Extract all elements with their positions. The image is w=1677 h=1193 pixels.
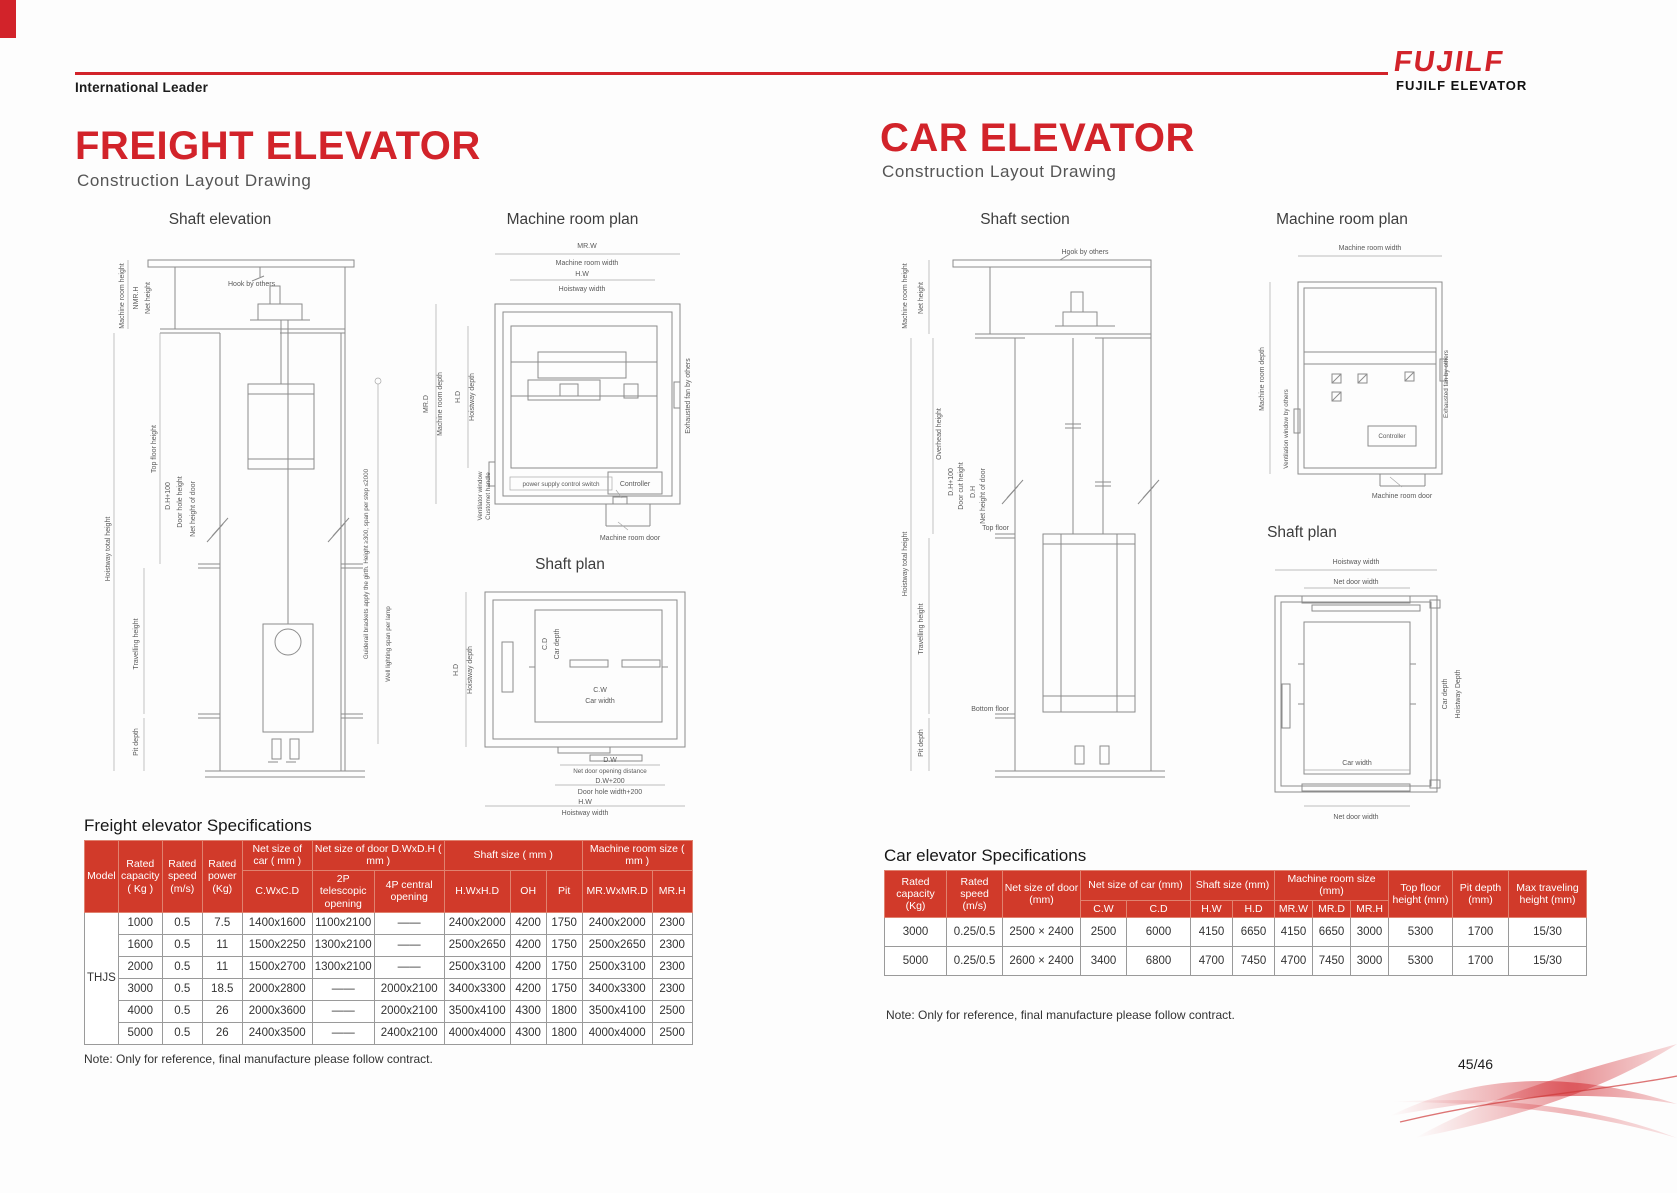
col-header: H.D [1233,900,1275,917]
col-header: H.WxH.D [444,870,510,912]
cell: 0.5 [162,956,202,978]
cell: 2500x2650 [444,934,510,956]
cell: 2000x2100 [374,1000,444,1022]
cell: 2400x2100 [374,1022,444,1044]
machine-room-door-label: Machine room door [1371,493,1433,500]
car-title: CAR ELEVATOR [880,116,1195,160]
dim-label: Top floor height [151,425,158,473]
cell: 4150 [1275,918,1313,947]
cell: 3500x4100 [582,1000,652,1022]
cell: 26 [202,1000,242,1022]
cell: 1100x2100 [312,912,374,934]
cell: 2500 [652,1022,692,1044]
col-header: Shaft size (mm) [1191,871,1275,901]
controller-label: Controller [1378,433,1406,440]
dim-label: D.H [970,485,977,499]
dim-label: Net door width [1333,579,1379,586]
cell: 4000 [118,1000,162,1022]
machine-room-door-label: Machine room door [599,535,661,542]
dim-label: Pit depth [918,729,925,757]
cell: 1800 [546,1000,582,1022]
controller-label: Controller [619,481,651,488]
col-header: Model [85,841,119,913]
dim-label: Hoistway total height [105,516,112,582]
table-row [885,918,1587,947]
col-header: Rated capacity (Kg) [885,871,947,918]
cell: 1500x2250 [242,934,312,956]
car-spec-table [884,870,1587,976]
col-header: Shaft size ( mm ) [444,841,582,871]
freight-shaft-elevation-title: Shaft elevation [168,211,272,228]
table-row [85,934,693,956]
header-row [885,871,1587,901]
col-header: Rated power (Kg) [202,841,242,913]
cell: 2000x3600 [242,1000,312,1022]
cell: 3500x4100 [444,1000,510,1022]
cell: 26 [202,1022,242,1044]
table-row [85,978,693,1000]
freight-note: Note: Only for reference, final manufacture please follow contract. [84,1052,433,1066]
cell: 1300x2100 [312,956,374,978]
freight-machine-room-plan-title: Machine room plan [506,211,639,228]
col-header: Net size of car (mm) [1081,871,1191,901]
cell: 0.5 [162,978,202,1000]
hook-label: Hook by others [228,281,276,288]
table-row [85,956,693,978]
col-header: Net size of door D.WxD.H ( mm ) [312,841,444,871]
cell: 18.5 [202,978,242,1000]
cell: 4300 [510,1022,546,1044]
col-header: Pit depth (mm) [1453,871,1509,918]
dim-label: Door hole width+200 [577,789,643,796]
cell: 3000 [118,978,162,1000]
dim-label: D.W [603,757,617,764]
dim-label: Door cut height [958,462,965,510]
cell: 4150 [1191,918,1233,947]
logo-subtitle: FUJILF ELEVATOR [1396,78,1528,93]
dim-label: Hoistway depth [467,646,474,694]
car-table-container [884,870,1587,976]
cell: —— [374,934,444,956]
dim-label: Machine room height [119,263,126,329]
car-subtitle: Construction Layout Drawing [882,162,1117,181]
cell: 7450 [1233,947,1275,976]
cell: 4700 [1191,947,1233,976]
corner-red-mark [0,0,16,38]
cell: 3000 [1351,918,1389,947]
cell: 2000x2800 [242,978,312,1000]
col-header: Top floor height (mm) [1389,871,1453,918]
fan-label: Exhausted fan by others [685,358,692,434]
dim-label: Ventilation window by others [1283,389,1290,469]
header-rule [75,72,1388,75]
freight-spec-table [84,840,693,1045]
cell: 4200 [510,934,546,956]
cell: 4200 [510,978,546,1000]
cell: 2600 × 2400 [1003,947,1081,976]
tagline: International Leader [75,80,209,95]
table-row [85,912,693,934]
dim-label: Hoistway Depth [1455,669,1462,719]
col-header: Net size of car ( mm ) [242,841,312,871]
dim-label: Net height [918,282,925,314]
dim-label: Travelling height [133,618,140,670]
cell: 2300 [652,978,692,1000]
dim-label: C.W [593,687,607,694]
cell: 15/30 [1509,918,1587,947]
dim-label: Hoistway width [558,286,606,293]
dim-label: D.H+100 [948,468,955,496]
guiderail-note: Guiderail brackets apply the girth. Height ≥300, span per step ≤2000 [363,468,370,660]
cell: 2400x2000 [582,912,652,934]
cell: 5000 [118,1022,162,1044]
cell: 2500x3100 [444,956,510,978]
cell: 1700 [1453,947,1509,976]
freight-table-title: Freight elevator Specifications [84,816,312,835]
cell: 1750 [546,912,582,934]
cell: 3400 [1081,947,1127,976]
dim-label: Net door opening distance [573,768,647,775]
cell: —— [312,1000,374,1022]
table-row [885,947,1587,976]
car-machine-room-plan-title: Machine room plan [1276,211,1408,228]
dim-label: Customet handle [485,472,492,520]
dim-label: Car depth [1442,678,1449,710]
col-header: Net size of door (mm) [1003,871,1081,918]
cell: 1750 [546,956,582,978]
dim-label: MR.D [423,395,430,413]
dim-label: Net height of door [980,468,987,524]
dim-label: Machine room width [555,260,619,267]
cell: 3400x3300 [444,978,510,1000]
col-header: Rated speed (m/s) [162,841,202,913]
cell: 1000 [118,912,162,934]
cell: 1600 [118,934,162,956]
col-header: H.W [1191,900,1233,917]
cell: 2400x3500 [242,1022,312,1044]
cell: —— [312,978,374,1000]
dim-label: Net door width [1333,814,1379,821]
dim-label: Car width [1342,760,1372,767]
cell: 2400x2000 [444,912,510,934]
freight-shaft-plan-title: Shaft plan [535,556,605,573]
cell: 0.5 [162,912,202,934]
dim-label: Machine room depth [437,372,444,436]
dim-label: Door hole height [177,476,184,528]
cell: 4200 [510,912,546,934]
cell: 1800 [546,1022,582,1044]
cell: 6800 [1127,947,1191,976]
table-row [85,1022,693,1044]
dim-label: MR.W [577,243,597,250]
cell: 4700 [1275,947,1313,976]
cell: 7.5 [202,912,242,934]
col-header: Rated speed (m/s) [947,871,1003,918]
dim-label: H.D [455,390,462,404]
dim-label: Machine room depth [1259,347,1266,411]
dim-label: Net height [145,282,152,314]
cell: 2500 [1081,918,1127,947]
well-lighting-label: Well lighting span per lamp [385,606,392,682]
dim-label: D.W+200 [595,778,625,785]
fujilf-logo: FUJILF [1391,46,1507,78]
cell: 0.5 [162,934,202,956]
dim-label: Hoistway width [1332,559,1380,566]
col-header: MR.H [1351,900,1389,917]
cell: —— [374,912,444,934]
cell: 4000x4000 [582,1022,652,1044]
table-row [85,1000,693,1022]
cell: 2300 [652,934,692,956]
dim-label: Machine room height [902,263,909,329]
dim-label: Car depth [554,628,561,660]
freight-shaft-plan-diagram [440,572,700,818]
cell: 1300x2100 [312,934,374,956]
col-header: C.W [1081,900,1127,917]
col-header: C.D [1127,900,1191,917]
car-shaft-plan-title: Shaft plan [1267,524,1337,541]
header-row [85,841,693,871]
car-machine-room-plan-diagram [1240,234,1450,504]
cell: 0.25/0.5 [947,947,1003,976]
cell: 2500x3100 [582,956,652,978]
cell: —— [374,956,444,978]
col-header: MR.WxMR.D [582,870,652,912]
cell: 0.5 [162,1022,202,1044]
dim-label: Net height of door [190,481,197,537]
dim-label: Hoistway width [561,810,609,817]
dim-label: Overhead height [936,408,943,460]
col-header: MR.H [652,870,692,912]
cell: 2500 [652,1000,692,1022]
col-header: OH [510,870,546,912]
dim-label: Ventilator window [477,471,484,521]
fan-label: Exhausted fan by others [1443,350,1450,418]
cell: —— [312,1022,374,1044]
cell: 1750 [546,934,582,956]
cell: 1400x1600 [242,912,312,934]
cell: 7450 [1313,947,1351,976]
cell: 1700 [1453,918,1509,947]
col-header: Max traveling height (mm) [1509,871,1587,918]
cell: 3400x3300 [582,978,652,1000]
col-header: 4P central opening [374,870,444,912]
cell: 11 [202,934,242,956]
cell: 6000 [1127,918,1191,947]
dim-label: Hoistway depth [469,373,476,421]
cell: 4200 [510,956,546,978]
dim-label: C.D [542,637,549,651]
cell: 3000 [885,918,947,947]
cell: 2300 [652,956,692,978]
dim-label: Travelling height [918,603,925,655]
dim-label: Hoistway total height [902,531,909,597]
dim-label: D.H+100 [165,482,172,510]
dim-label: H.W [575,271,589,278]
freight-shaft-elevation-diagram [100,234,400,794]
freight-subtitle: Construction Layout Drawing [77,171,312,190]
cell: 4300 [510,1000,546,1022]
cell: 0.5 [162,1000,202,1022]
cell: 5300 [1389,947,1453,976]
car-shaft-plan-diagram [1240,544,1470,824]
cell: 0.25/0.5 [947,918,1003,947]
col-header: MR.D [1313,900,1351,917]
cell: 5300 [1389,918,1453,947]
col-header: MR.W [1275,900,1313,917]
col-header: Machine room size ( mm ) [582,841,692,871]
dim-label: H.W [578,799,592,806]
col-header: 2P telescopic opening [312,870,374,912]
top-floor-label: Top floor [982,525,1009,532]
freight-title: FREIGHT ELEVATOR [75,124,481,168]
col-header: C.WxC.D [242,870,312,912]
cell: 4000x4000 [444,1022,510,1044]
bottom-floor-label: Bottom floor [971,706,1009,713]
page-number: 45/46 [1458,1056,1494,1072]
col-header: Rated capacity ( Kg ) [118,841,162,913]
cell: 5000 [885,947,947,976]
cell: 1500x2700 [242,956,312,978]
dim-label: NMR.H [133,286,140,310]
car-table-title: Car elevator Specifications [884,846,1087,865]
hook-label: Hook by others [1061,249,1109,256]
cell: 2500 × 2400 [1003,918,1081,947]
freight-machine-room-plan-diagram [410,234,700,544]
dim-label: Car width [585,698,615,705]
col-header: Machine room size (mm) [1275,871,1389,901]
cell: 6650 [1313,918,1351,947]
cell: 2000x2100 [374,978,444,1000]
col-header: Pit [546,870,582,912]
cell: 2500x2650 [582,934,652,956]
cell: 3000 [1351,947,1389,976]
cell: 2000 [118,956,162,978]
cell: 2300 [652,912,692,934]
power-switch-label: power supply control switch [522,481,600,488]
cell: 1750 [546,978,582,1000]
car-note: Note: Only for reference, final manufacture please follow contract. [886,1008,1235,1022]
footer-swoosh-graphic [1390,1038,1677,1150]
dim-label: Machine room width [1338,245,1402,252]
cell: 6650 [1233,918,1275,947]
cell: 15/30 [1509,947,1587,976]
freight-table-container [84,840,693,1045]
dim-label: Pit depth [133,728,140,756]
car-shaft-section-title: Shaft section [980,211,1070,228]
cell: 11 [202,956,242,978]
dim-label: H.D [453,663,460,677]
car-shaft-section-diagram [895,234,1195,794]
model-cell: THJS [85,912,119,1044]
